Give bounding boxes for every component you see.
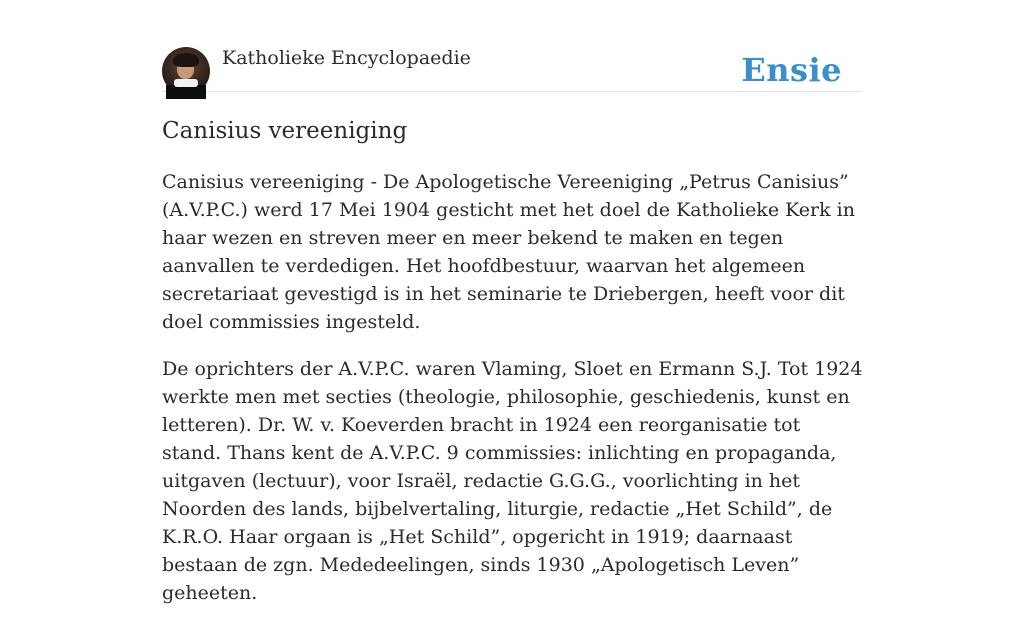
article-paragraph: Canisius vereeniging - De Apologetische Vereeniging „Petrus Canisius” (A.V.P.C.) werd 17 Mei 1904 gesticht met het doel de Katholieke Kerk in haar wezen en streven meer en meer bekend te maken en tegen aanvallen te verdedigen. Het hoofdbestuur, waarvan het algemeen secretariaat gevestigd is in het seminarie te Driebergen, heeft voor dit doel commissies ingesteld. xyxy=(162,171,855,333)
ensie-logo-link[interactable]: Ensie xyxy=(741,51,842,89)
portrait-avatar-icon[interactable] xyxy=(162,47,210,95)
article-body xyxy=(162,168,864,626)
page-title: Canisius vereeniging xyxy=(162,118,408,144)
site-header xyxy=(162,0,862,92)
encyclopedia-title-link[interactable]: Katholieke Encyclopaedie xyxy=(222,47,471,69)
page-container xyxy=(162,0,863,604)
article-paragraph: De oprichters der A.V.P.C. waren Vlaming, Sloet en Ermann S.J. Tot 1924 werkte men met secties (theologie, philosophie, geschiedenis, kunst en letteren). Dr. W. v. Koeverden bracht in 1924 een reorganisatie tot stand. Thans kent de A.V.P.C. 9 commissies: inlichting en propaganda, uitgaven (lectuur), voor Israël, redactie G.G.G., voorlichting in het Noorden des lands, bijbelvertaling, liturgie, redactie „Het Schild”, de K.R.O. Haar orgaan is „Het Schild”, opgericht in 1919; daarnaast bestaan de zgn. Mededeelingen, sinds 1930 „Apologetisch Leven” geheeten. xyxy=(162,358,863,604)
